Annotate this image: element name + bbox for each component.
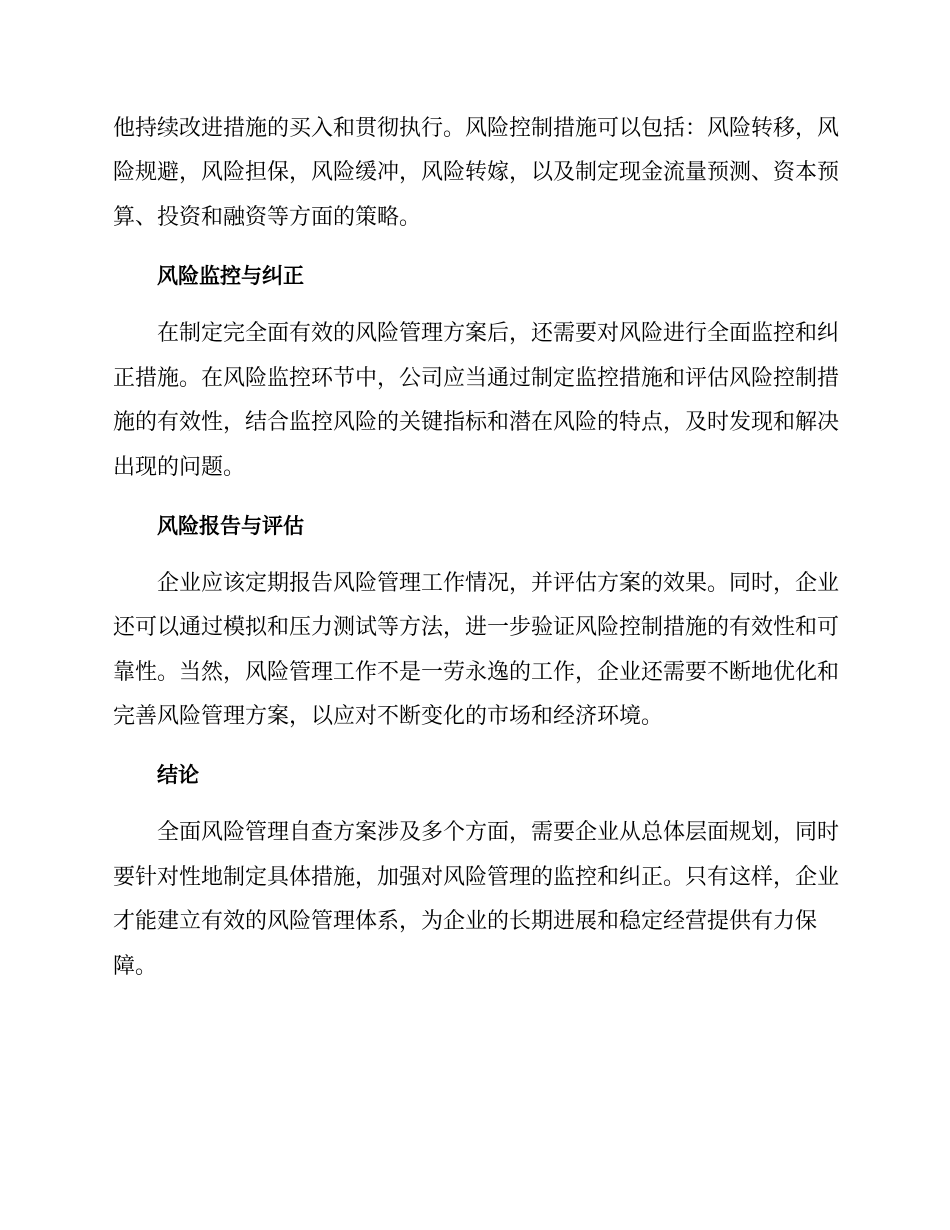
paragraph-line: 完善风险管理方案，以应对不断变化的市场和经济环境。 [113, 704, 664, 729]
section-heading: 结论 [157, 763, 199, 787]
paragraph-line: 才能建立有效的风险管理体系，为企业的长期进展和稳定经营提供有力保 [113, 909, 818, 934]
section-heading: 风险监控与纠正 [157, 264, 304, 288]
paragraph-line: 要针对性地制定具体措施，加强对风险管理的监控和纠正。只有这样，企业 [113, 865, 840, 890]
paragraph-line: 出现的问题。 [113, 455, 246, 480]
paragraph-line: 他持续改进措施的买入和贯彻执行。风险控制措施可以包括：风险转移，风 [113, 116, 840, 141]
paragraph-line: 企业应该定期报告风险管理工作情况，并评估方案的效果。同时，企业 [157, 571, 840, 596]
paragraph-line: 正措施。在风险监控环节中，公司应当通过制定监控措施和评估风险控制措 [113, 366, 840, 391]
paragraph-line: 障。 [113, 954, 158, 979]
paragraph-line: 靠性。当然，风险管理工作不是一劳永逸的工作，企业还需要不断地优化和 [113, 660, 840, 685]
paragraph-line: 全面风险管理自查方案涉及多个方面，需要企业从总体层面规划，同时 [157, 820, 840, 845]
section-heading: 风险报告与评估 [157, 514, 304, 538]
paragraph-line: 还可以通过模拟和压力测试等方法，进一步验证风险控制措施的有效性和可 [113, 615, 840, 640]
paragraph-line: 在制定完全面有效的风险管理方案后，还需要对风险进行全面监控和纠 [157, 321, 840, 346]
paragraph-line: 算、投资和融资等方面的策略。 [113, 205, 422, 230]
paragraph-line: 险规避，风险担保，风险缓冲，风险转嫁，以及制定现金流量预测、资本预 [113, 160, 840, 185]
paragraph-line: 施的有效性，结合监控风险的关键指标和潜在风险的特点，及时发现和解决 [113, 410, 840, 435]
